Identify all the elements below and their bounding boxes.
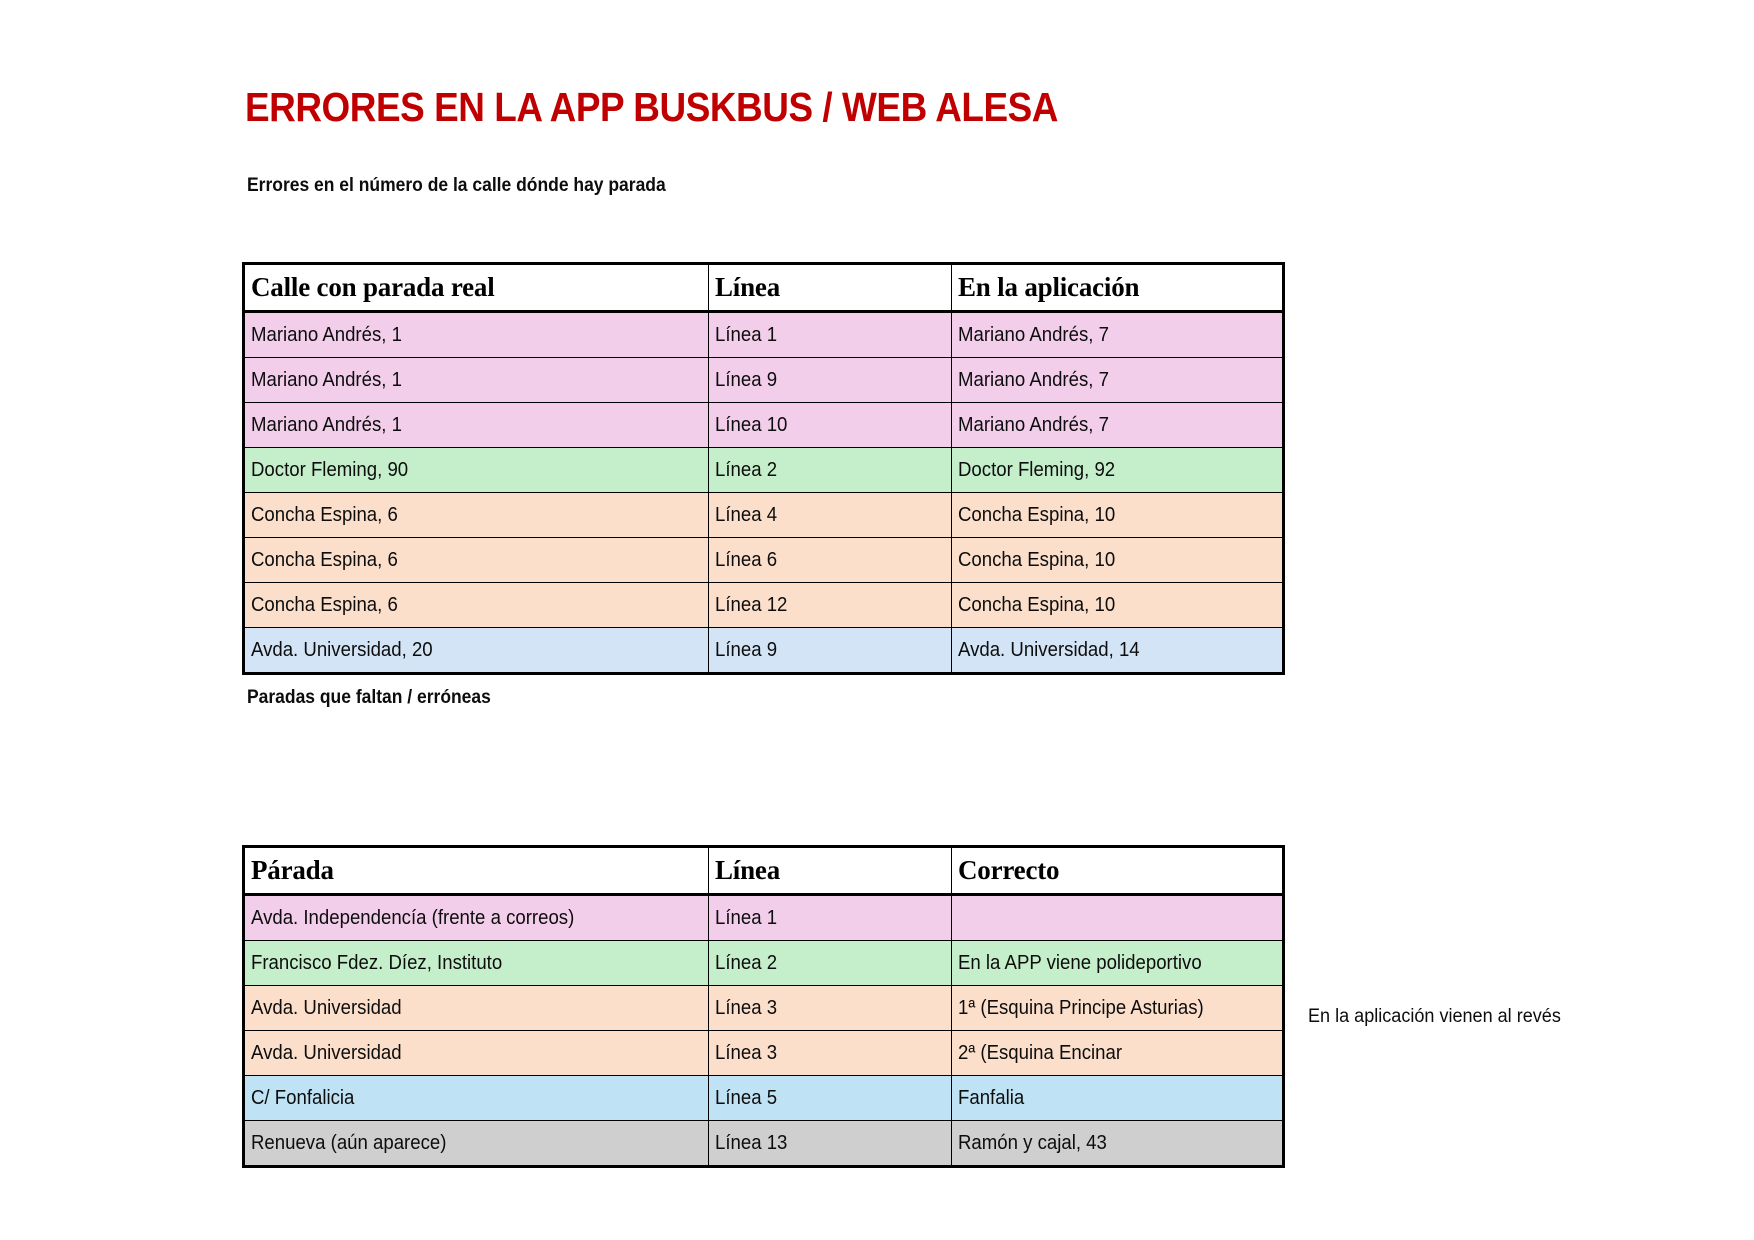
table-cell-col1 [244, 941, 709, 986]
table-cell-col2 [709, 1031, 952, 1076]
column-header-line: Línea [709, 264, 952, 312]
column-header-stop: Párada [244, 847, 709, 895]
cell-text: Concha Espina, 10 [958, 548, 1116, 571]
cell-text: Concha Espina, 10 [958, 593, 1116, 616]
column-header-line: Línea [709, 847, 952, 895]
table-cell-col1 [244, 1031, 709, 1076]
table-cell-col1 [244, 583, 709, 628]
cell-text: Avda. Universidad [251, 996, 402, 1019]
table-cell-col1 [244, 493, 709, 538]
table-cell-col3 [952, 895, 1284, 941]
cell-text: Mariano Andrés, 1 [251, 413, 402, 436]
table-row [244, 448, 1284, 493]
cell-text: Línea 9 [715, 638, 778, 661]
column-header-in-app: En la aplicación [952, 264, 1284, 312]
cell-text: 2ª (Esquina Encinar [958, 1041, 1123, 1064]
table-row [244, 1031, 1284, 1076]
cell-text: Línea 1 [715, 906, 778, 929]
cell-text: Mariano Andrés, 7 [958, 413, 1109, 436]
table-cell-col3 [952, 448, 1284, 493]
document-title: ERRORES EN LA APP BUSKBUS / WEB ALESA [245, 84, 1059, 130]
cell-text: Francisco Fdez. Díez, Instituto [251, 951, 503, 974]
table-cell-col2 [709, 1076, 952, 1121]
table-row [244, 628, 1284, 674]
missing-wrong-stops-table [242, 845, 1285, 1168]
table-cell-col2 [709, 403, 952, 448]
table-row [244, 538, 1284, 583]
table-cell-col1 [244, 358, 709, 403]
cell-text: Concha Espina, 6 [251, 548, 398, 571]
cell-text: Línea 3 [715, 1041, 778, 1064]
table-cell-col3 [952, 493, 1284, 538]
column-header-correct: Correcto [952, 847, 1284, 895]
cell-text: Línea 1 [715, 323, 778, 346]
table-cell-col1 [244, 538, 709, 583]
table-row [244, 895, 1284, 941]
section-label-street-number-errors: Errores en el número de la calle dónde hay parada [247, 175, 666, 196]
cell-text: Fanfalia [958, 1086, 1025, 1109]
table-row [244, 493, 1284, 538]
table-row [244, 986, 1284, 1031]
table-cell-col1 [244, 1076, 709, 1121]
table-cell-col2 [709, 895, 952, 941]
table-row [244, 403, 1284, 448]
table-cell-col3 [952, 583, 1284, 628]
cell-text: Mariano Andrés, 1 [251, 323, 402, 346]
table-row [244, 1121, 1284, 1167]
cell-text: Avda. Universidad [251, 1041, 402, 1064]
table-row [244, 941, 1284, 986]
table-cell-col2 [709, 358, 952, 403]
table-cell-col1 [244, 628, 709, 674]
table-cell-col1 [244, 312, 709, 358]
section-label-missing-wrong-stops: Paradas que faltan / erróneas [247, 687, 491, 708]
table-row [244, 358, 1284, 403]
table-cell-col2 [709, 628, 952, 674]
table-cell-col3 [952, 1076, 1284, 1121]
table-header-row [244, 847, 1284, 895]
table-cell-col3 [952, 538, 1284, 583]
table-body [244, 312, 1284, 674]
cell-text: Línea 2 [715, 951, 778, 974]
cell-text: Concha Espina, 6 [251, 503, 398, 526]
table-cell-col2 [709, 583, 952, 628]
cell-text: Doctor Fleming, 92 [958, 458, 1116, 481]
table-row [244, 312, 1284, 358]
cell-text: Línea 10 [715, 413, 788, 436]
cell-text: Renueva (aún aparece) [251, 1131, 447, 1154]
table-cell-col1 [244, 403, 709, 448]
table-cell-col2 [709, 493, 952, 538]
table-cell-col2 [709, 448, 952, 493]
cell-text: Mariano Andrés, 1 [251, 368, 402, 391]
table-cell-col2 [709, 941, 952, 986]
cell-text: Doctor Fleming, 90 [251, 458, 409, 481]
table-row [244, 1076, 1284, 1121]
cell-text: Ramón y cajal, 43 [958, 1131, 1107, 1154]
cell-text: Línea 5 [715, 1086, 778, 1109]
cell-text: Línea 12 [715, 593, 788, 616]
side-note-reversed-order: En la aplicación vienen al revés [1308, 1006, 1561, 1027]
table-cell-col3 [952, 403, 1284, 448]
street-number-errors-table [242, 262, 1285, 675]
cell-text: Avda. Independencía (frente a correos) [251, 906, 575, 929]
table-cell-col3 [952, 628, 1284, 674]
column-header-real-stop-street: Calle con parada real [244, 264, 709, 312]
table-cell-col3 [952, 1121, 1284, 1167]
table-header-row [244, 264, 1284, 312]
table-cell-col2 [709, 1121, 952, 1167]
cell-text: Mariano Andrés, 7 [958, 323, 1109, 346]
cell-text: Concha Espina, 6 [251, 593, 398, 616]
cell-text: Línea 13 [715, 1131, 788, 1154]
cell-text: Concha Espina, 10 [958, 503, 1116, 526]
cell-text: Línea 4 [715, 503, 778, 526]
cell-text: Avda. Universidad, 14 [958, 638, 1140, 661]
table-cell-col3 [952, 941, 1284, 986]
cell-text: C/ Fonfalicia [251, 1086, 355, 1109]
table-cell-col1 [244, 986, 709, 1031]
cell-text: Mariano Andrés, 7 [958, 368, 1109, 391]
cell-text: 1ª (Esquina Principe Asturias) [958, 996, 1204, 1019]
cell-text: Línea 3 [715, 996, 778, 1019]
cell-text: En la APP viene polideportivo [958, 951, 1202, 974]
table-cell-col3 [952, 986, 1284, 1031]
table-body [244, 895, 1284, 1167]
table-cell-col3 [952, 358, 1284, 403]
table-cell-col2 [709, 538, 952, 583]
cell-text: Línea 6 [715, 548, 778, 571]
cell-text: Línea 2 [715, 458, 778, 481]
table-cell-col3 [952, 1031, 1284, 1076]
table-cell-col3 [952, 312, 1284, 358]
table-cell-col1 [244, 895, 709, 941]
table-cell-col2 [709, 312, 952, 358]
table-cell-col2 [709, 986, 952, 1031]
cell-text: Línea 9 [715, 368, 778, 391]
table-cell-col1 [244, 448, 709, 493]
table-cell-col1 [244, 1121, 709, 1167]
cell-text: Avda. Universidad, 20 [251, 638, 433, 661]
table-row [244, 583, 1284, 628]
